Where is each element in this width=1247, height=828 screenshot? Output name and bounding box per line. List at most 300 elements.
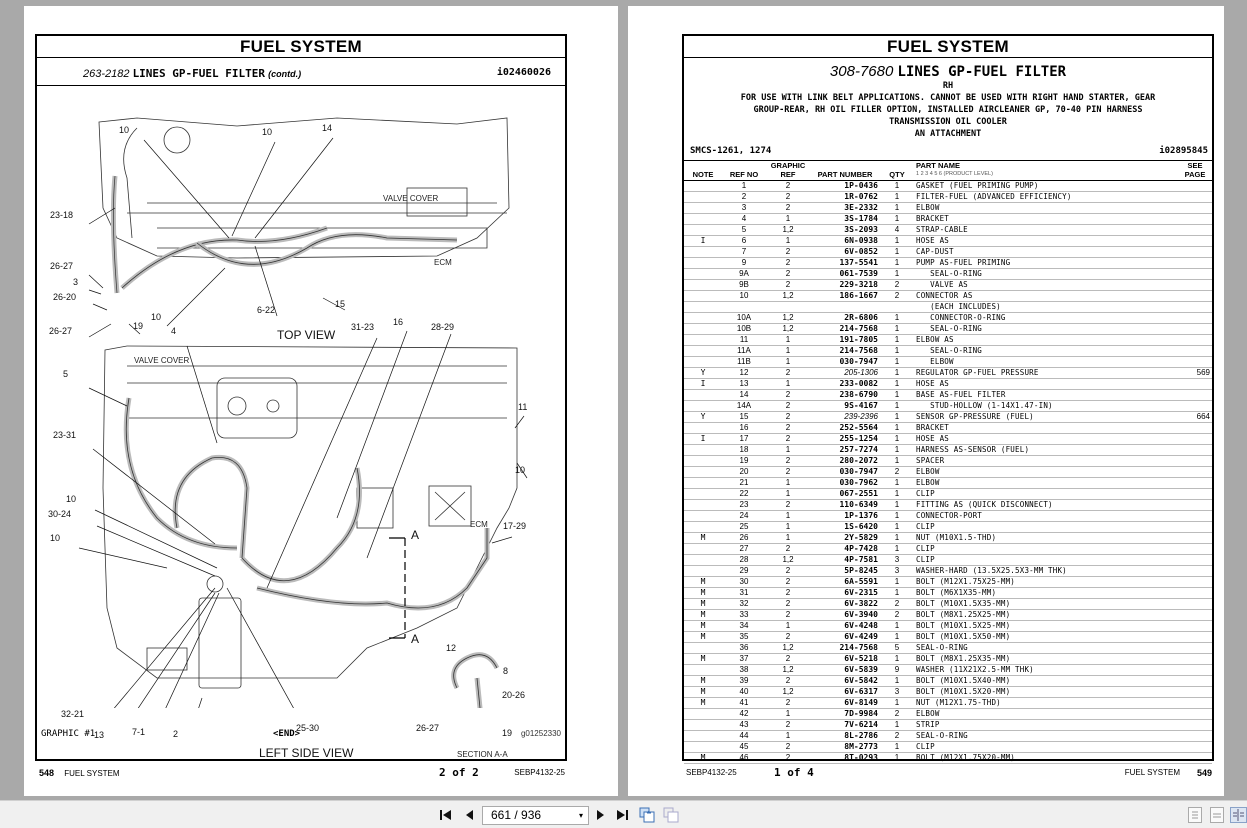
row-part-number: 205-1306 <box>810 368 880 379</box>
row-see-page <box>1178 665 1212 676</box>
row-see-page <box>1178 423 1212 434</box>
row-note <box>684 335 722 346</box>
row-qty: 1 <box>880 544 914 555</box>
callout-label: 17-29 <box>503 521 527 531</box>
table-row <box>684 577 1212 588</box>
row-ref-no <box>722 302 766 313</box>
callout-label: 14 <box>322 123 333 133</box>
row-part-name: SPACER <box>914 456 1178 467</box>
row-qty: 1 <box>880 214 914 225</box>
row-graphic-ref: 2 <box>766 753 810 764</box>
row-ref-no: 9B <box>722 280 766 291</box>
row-qty: 1 <box>880 445 914 456</box>
section-marker-a-bottom: A <box>411 632 420 646</box>
row-qty: 1 <box>880 335 914 346</box>
row-part-name: BOLT (M12X1.75X20-MM) <box>914 753 1178 764</box>
row-part-name: BRACKET <box>914 423 1178 434</box>
callout-label: 4 <box>171 326 177 336</box>
previous-page-button[interactable] <box>461 807 477 823</box>
row-part-number: 137-5541 <box>810 258 880 269</box>
row-graphic-ref: 1 <box>766 357 810 368</box>
row-ref-no: 13 <box>722 379 766 390</box>
row-qty <box>880 302 914 313</box>
row-part-number: 8M-2773 <box>810 742 880 753</box>
row-ref-no: 9A <box>722 269 766 280</box>
row-part-name: BOLT (M8X1.25X25-MM) <box>914 610 1178 621</box>
row-see-page[interactable]: 569 <box>1178 368 1212 379</box>
row-qty: 1 <box>880 181 914 192</box>
page-number-select[interactable] <box>482 806 589 825</box>
parts-table <box>684 160 1212 764</box>
row-part-name: HARNESS AS-SENSOR (FUEL) <box>914 445 1178 456</box>
row-qty: 3 <box>880 687 914 698</box>
go-forward-view-icon <box>663 807 679 823</box>
callout-label: 26-20 <box>53 292 77 302</box>
page-548 <box>24 6 618 796</box>
row-ref-no: 10 <box>722 291 766 302</box>
dropdown-arrow-icon: ▾ <box>578 811 583 820</box>
row-note <box>684 225 722 236</box>
table-row <box>684 357 1212 368</box>
row-note <box>684 324 722 335</box>
row-note: M <box>684 753 722 764</box>
row-part-name: BOLT (M10X1.5X25-MM) <box>914 621 1178 632</box>
row-ref-no: 20 <box>722 467 766 478</box>
row-see-page <box>1178 522 1212 533</box>
row-note <box>684 401 722 412</box>
table-row <box>684 192 1212 203</box>
row-part-number: 7V-6214 <box>810 720 880 731</box>
row-part-name: ELBOW <box>914 709 1178 720</box>
row-part-number: 4P-7581 <box>810 555 880 566</box>
row-graphic-ref: 1,2 <box>766 291 810 302</box>
row-see-page <box>1178 269 1212 280</box>
col-part-name <box>914 161 1178 181</box>
row-ref-no: 29 <box>722 566 766 577</box>
section-aa-label: SECTION A-A <box>457 750 508 759</box>
col-part-number: PART NUMBER <box>810 161 880 181</box>
table-row <box>684 665 1212 676</box>
valve-cover-label-top: VALVE COVER <box>383 194 439 203</box>
row-part-number: 186-1667 <box>810 291 880 302</box>
doc-id: SEBP4132-25 <box>514 768 565 777</box>
row-part-name: REGULATOR GP-FUEL PRESSURE <box>914 368 1178 379</box>
group-header <box>37 58 565 86</box>
last-page-button[interactable] <box>614 807 630 823</box>
section-title: FUEL SYSTEM <box>684 36 1212 58</box>
row-see-page <box>1178 720 1212 731</box>
row-part-number: 6V-2315 <box>810 588 880 599</box>
row-note: M <box>684 610 722 621</box>
row-ref-no: 12 <box>722 368 766 379</box>
row-ref-no: 3 <box>722 203 766 214</box>
row-see-page <box>1178 533 1212 544</box>
callout-label: 15 <box>335 299 346 309</box>
row-note <box>684 478 722 489</box>
row-graphic-ref: 2 <box>766 544 810 555</box>
row-see-page <box>1178 390 1212 401</box>
row-part-name: SEAL-O-RING <box>914 269 1178 280</box>
row-note <box>684 423 722 434</box>
right-page-footer <box>686 768 1212 777</box>
facing-pages-icon <box>1231 808 1246 822</box>
callout-label: 16 <box>393 317 404 327</box>
row-part-number: 2R-6806 <box>810 313 880 324</box>
ecm-label-top: ECM <box>434 258 452 267</box>
row-part-number: 6V-8149 <box>810 698 880 709</box>
row-graphic-ref: 2 <box>766 423 810 434</box>
row-note <box>684 456 722 467</box>
row-note <box>684 544 722 555</box>
callout-label: 30-24 <box>48 509 72 519</box>
callout-label: 12 <box>446 643 457 653</box>
row-graphic-ref: 2 <box>766 500 810 511</box>
row-graphic-ref: 1 <box>766 379 810 390</box>
left-page-frame <box>35 34 567 761</box>
row-ref-no: 19 <box>722 456 766 467</box>
row-ref-no: 39 <box>722 676 766 687</box>
row-part-number: 214-7568 <box>810 324 880 335</box>
callout-label: 26-27 <box>49 326 73 336</box>
table-row <box>684 324 1212 335</box>
row-qty: 1 <box>880 588 914 599</box>
row-note: M <box>684 632 722 643</box>
row-see-page <box>1178 247 1212 258</box>
previous-view-button[interactable] <box>639 807 655 823</box>
row-graphic-ref: 1 <box>766 533 810 544</box>
table-row <box>684 643 1212 654</box>
row-ref-no: 10B <box>722 324 766 335</box>
row-part-name: CONNECTOR AS <box>914 291 1178 302</box>
table-row <box>684 478 1212 489</box>
table-row <box>684 445 1212 456</box>
row-see-page <box>1178 544 1212 555</box>
next-page-icon <box>596 809 606 821</box>
row-part-number: 6V-0852 <box>810 247 880 258</box>
continuous-view-button[interactable] <box>1210 807 1224 823</box>
callout-label: 31-23 <box>351 322 375 332</box>
row-qty: 1 <box>880 456 914 467</box>
illustration-id: i02460026 <box>496 67 551 78</box>
row-part-name: CONNECTOR-PORT <box>914 511 1178 522</box>
row-see-page <box>1178 555 1212 566</box>
description-line: TRANSMISSION OIL COOLER <box>889 117 1007 127</box>
facing-pages-view-button[interactable] <box>1230 807 1247 823</box>
row-part-name: CLIP <box>914 489 1178 500</box>
row-note <box>684 258 722 269</box>
row-ref-no: 14 <box>722 390 766 401</box>
row-ref-no: 35 <box>722 632 766 643</box>
row-part-name: BOLT (M10X1.5X20-MM) <box>914 687 1178 698</box>
table-row <box>684 599 1212 610</box>
row-ref-no: 31 <box>722 588 766 599</box>
col-see-page: SEE PAGE <box>1178 161 1212 181</box>
row-part-number: 030-7947 <box>810 467 880 478</box>
row-ref-no: 34 <box>722 621 766 632</box>
left-page-footer <box>39 768 565 778</box>
table-header <box>684 161 1212 181</box>
table-row <box>684 280 1212 291</box>
callout-label: 10 <box>262 127 273 137</box>
row-ref-no: 17 <box>722 434 766 445</box>
callout-label: 11 <box>518 402 528 412</box>
row-qty: 3 <box>880 555 914 566</box>
table-row <box>684 522 1212 533</box>
row-part-name: SEAL-O-RING <box>914 643 1178 654</box>
row-graphic-ref: 2 <box>766 280 810 291</box>
row-ref-no: 9 <box>722 258 766 269</box>
table-row <box>684 654 1212 665</box>
row-qty: 1 <box>880 632 914 643</box>
row-note: I <box>684 379 722 390</box>
row-note <box>684 489 722 500</box>
row-ref-no: 44 <box>722 731 766 742</box>
description-line: AN ATTACHMENT <box>914 129 982 139</box>
row-qty: 1 <box>880 511 914 522</box>
continuous-page-icon <box>1211 808 1223 822</box>
table-row <box>684 632 1212 643</box>
col-note: NOTE <box>684 161 722 181</box>
group-number: 263-2182 <box>83 68 130 80</box>
row-ref-no: 33 <box>722 610 766 621</box>
row-part-name: WASHER-HARD (13.5X25.5X3-MM THK) <box>914 566 1178 577</box>
row-part-number: 191-7805 <box>810 335 880 346</box>
table-row <box>684 302 1212 313</box>
row-qty: 1 <box>880 698 914 709</box>
row-ref-no: 6 <box>722 236 766 247</box>
first-page-button[interactable] <box>438 807 454 823</box>
callout-label: 10 <box>119 125 130 135</box>
row-graphic-ref: 2 <box>766 269 810 280</box>
row-qty: 1 <box>880 368 914 379</box>
table-row <box>684 434 1212 445</box>
single-page-view-button[interactable] <box>1188 807 1202 823</box>
row-qty: 2 <box>880 291 914 302</box>
side-label: RH <box>942 81 954 91</box>
row-note <box>684 522 722 533</box>
group-number: 308-7680 <box>829 63 894 80</box>
row-ref-no: 25 <box>722 522 766 533</box>
table-row <box>684 214 1212 225</box>
description-line: GROUP-REAR, RH OIL FILLER OPTION, INSTALLED AIRCLEANER GP, 70-40 PIN HARNESS <box>753 105 1143 115</box>
row-part-name: BOLT (M10X1.5X50-MM) <box>914 632 1178 643</box>
row-part-name: CLIP <box>914 522 1178 533</box>
row-qty: 1 <box>880 621 914 632</box>
row-qty: 1 <box>880 500 914 511</box>
row-part-name: CAP-DUST <box>914 247 1178 258</box>
row-qty: 1 <box>880 258 914 269</box>
row-part-number: 061-7539 <box>810 269 880 280</box>
row-see-page <box>1178 434 1212 445</box>
row-part-name: BOLT (M6X1X35-MM) <box>914 588 1178 599</box>
prev-page-icon <box>464 809 474 821</box>
section-marker-a-top: A <box>411 528 420 542</box>
table-row <box>684 588 1212 599</box>
row-graphic-ref: 2 <box>766 192 810 203</box>
footer-section: FUEL SYSTEM <box>64 769 120 778</box>
page-of: 1 of 4 <box>774 766 814 779</box>
row-see-page <box>1178 456 1212 467</box>
row-part-name: NUT (M10X1.5-THD) <box>914 533 1178 544</box>
row-note <box>684 214 722 225</box>
row-part-name: NUT (M12X1.75-THD) <box>914 698 1178 709</box>
row-part-number: 1S-6420 <box>810 522 880 533</box>
row-graphic-ref: 2 <box>766 247 810 258</box>
navigation-toolbar <box>0 800 1247 828</box>
row-graphic-ref: 1 <box>766 621 810 632</box>
row-see-page <box>1178 588 1212 599</box>
row-see-page <box>1178 291 1212 302</box>
row-qty: 1 <box>880 412 914 423</box>
callout-label: 19 <box>502 728 513 738</box>
row-part-number: 239-2396 <box>810 412 880 423</box>
row-graphic-ref: 1 <box>766 709 810 720</box>
description-line: FOR USE WITH LINK BELT APPLICATIONS. CANNOT BE USED WITH RIGHT HAND STARTER, GEAR <box>740 93 1156 103</box>
table-row <box>684 621 1212 632</box>
table-row <box>684 423 1212 434</box>
right-page-frame <box>682 34 1214 761</box>
row-graphic-ref: 2 <box>766 676 810 687</box>
row-part-name: ELBOW AS <box>914 335 1178 346</box>
table-row <box>684 753 1212 764</box>
row-part-name: GASKET (FUEL PRIMING PUMP) <box>914 181 1178 192</box>
row-see-page <box>1178 742 1212 753</box>
row-see-page <box>1178 192 1212 203</box>
table-row <box>684 390 1212 401</box>
row-part-number: 8L-2786 <box>810 731 880 742</box>
next-view-button[interactable] <box>663 807 679 823</box>
row-qty: 1 <box>880 236 914 247</box>
row-qty: 2 <box>880 599 914 610</box>
row-note <box>684 181 722 192</box>
row-part-number: 8T-0293 <box>810 753 880 764</box>
row-part-name: SEAL-O-RING <box>914 731 1178 742</box>
row-part-name: HOSE AS <box>914 379 1178 390</box>
table-row <box>684 687 1212 698</box>
row-part-number: 255-1254 <box>810 434 880 445</box>
row-ref-no: 37 <box>722 654 766 665</box>
row-part-name: CLIP <box>914 742 1178 753</box>
row-graphic-ref: 1 <box>766 335 810 346</box>
row-ref-no: 2 <box>722 192 766 203</box>
row-part-number: 6V-5839 <box>810 665 880 676</box>
smcs-code: SMCS-1261, 1274 <box>690 146 772 156</box>
callout-label: 2 <box>173 729 179 739</box>
row-graphic-ref: 2 <box>766 434 810 445</box>
row-graphic-ref: 2 <box>766 181 810 192</box>
row-part-number: 229-3218 <box>810 280 880 291</box>
row-see-page <box>1178 280 1212 291</box>
row-qty: 1 <box>880 346 914 357</box>
row-note: M <box>684 654 722 665</box>
row-qty: 1 <box>880 654 914 665</box>
row-graphic-ref: 1,2 <box>766 555 810 566</box>
page-of: 2 of 2 <box>439 766 479 779</box>
row-see-page <box>1178 753 1212 764</box>
row-part-number: 6A-5591 <box>810 577 880 588</box>
row-graphic-ref: 2 <box>766 566 810 577</box>
row-note <box>684 742 722 753</box>
row-see-page <box>1178 225 1212 236</box>
callout-label: 23-18 <box>50 210 74 220</box>
row-qty: 1 <box>880 203 914 214</box>
illustration-id: i02895845 <box>1159 146 1208 156</box>
row-ref-no: 15 <box>722 412 766 423</box>
row-graphic-ref: 1 <box>766 731 810 742</box>
row-graphic-ref: 2 <box>766 588 810 599</box>
row-note <box>684 731 722 742</box>
row-part-number: 110-6349 <box>810 500 880 511</box>
row-qty: 1 <box>880 269 914 280</box>
row-part-name: ELBOW <box>914 357 1178 368</box>
row-graphic-ref: 1 <box>766 522 810 533</box>
row-part-name: BOLT (M10X1.5X35-MM) <box>914 599 1178 610</box>
row-graphic-ref: 2 <box>766 401 810 412</box>
row-part-name: STUD-HOLLOW (1-14X1.47-IN) <box>914 401 1178 412</box>
row-part-number: 6V-4249 <box>810 632 880 643</box>
row-ref-no: 5 <box>722 225 766 236</box>
row-note <box>684 302 722 313</box>
row-ref-no: 11 <box>722 335 766 346</box>
row-ref-no: 43 <box>722 720 766 731</box>
row-note <box>684 291 722 302</box>
table-row <box>684 544 1212 555</box>
row-part-name: CLIP <box>914 544 1178 555</box>
row-ref-no: 22 <box>722 489 766 500</box>
callout-label: 7-1 <box>132 727 146 737</box>
row-ref-no: 10A <box>722 313 766 324</box>
col-graphic-ref: GRAPHIC REF <box>766 161 810 181</box>
row-ref-no: 23 <box>722 500 766 511</box>
graphic-label: GRAPHIC #1 <box>41 729 96 739</box>
row-see-page <box>1178 258 1212 269</box>
row-part-number: 214-7568 <box>810 643 880 654</box>
row-note: Y <box>684 412 722 423</box>
row-graphic-ref: 2 <box>766 720 810 731</box>
row-see-page[interactable]: 664 <box>1178 412 1212 423</box>
row-note <box>684 665 722 676</box>
row-ref-no: 16 <box>722 423 766 434</box>
row-qty: 2 <box>880 467 914 478</box>
smcs-row <box>684 146 1212 160</box>
row-part-name: (EACH INCLUDES) <box>914 302 1178 313</box>
callout-label: 10 <box>515 465 526 475</box>
row-part-name: WASHER (11X21X2.5-MM THK) <box>914 665 1178 676</box>
row-part-number: 1P-0436 <box>810 181 880 192</box>
row-ref-no: 32 <box>722 599 766 610</box>
table-row <box>684 731 1212 742</box>
row-part-number: 280-2072 <box>810 456 880 467</box>
row-qty: 2 <box>880 280 914 291</box>
row-qty: 1 <box>880 379 914 390</box>
row-note <box>684 445 722 456</box>
next-page-button[interactable] <box>593 807 609 823</box>
callout-label: 23-31 <box>53 430 77 440</box>
row-ref-no: 46 <box>722 753 766 764</box>
row-part-number: 6V-3940 <box>810 610 880 621</box>
row-see-page <box>1178 401 1212 412</box>
row-graphic-ref: 1 <box>766 489 810 500</box>
row-graphic-ref: 1,2 <box>766 643 810 654</box>
row-part-name: FITTING AS (QUICK DISCONNECT) <box>914 500 1178 511</box>
row-qty: 2 <box>880 709 914 720</box>
row-part-number: 3S-1784 <box>810 214 880 225</box>
table-row <box>684 346 1212 357</box>
footer-section: FUEL SYSTEM <box>1124 768 1180 777</box>
row-graphic-ref: 1,2 <box>766 687 810 698</box>
row-qty: 5 <box>880 643 914 654</box>
single-page-icon <box>1189 808 1201 822</box>
